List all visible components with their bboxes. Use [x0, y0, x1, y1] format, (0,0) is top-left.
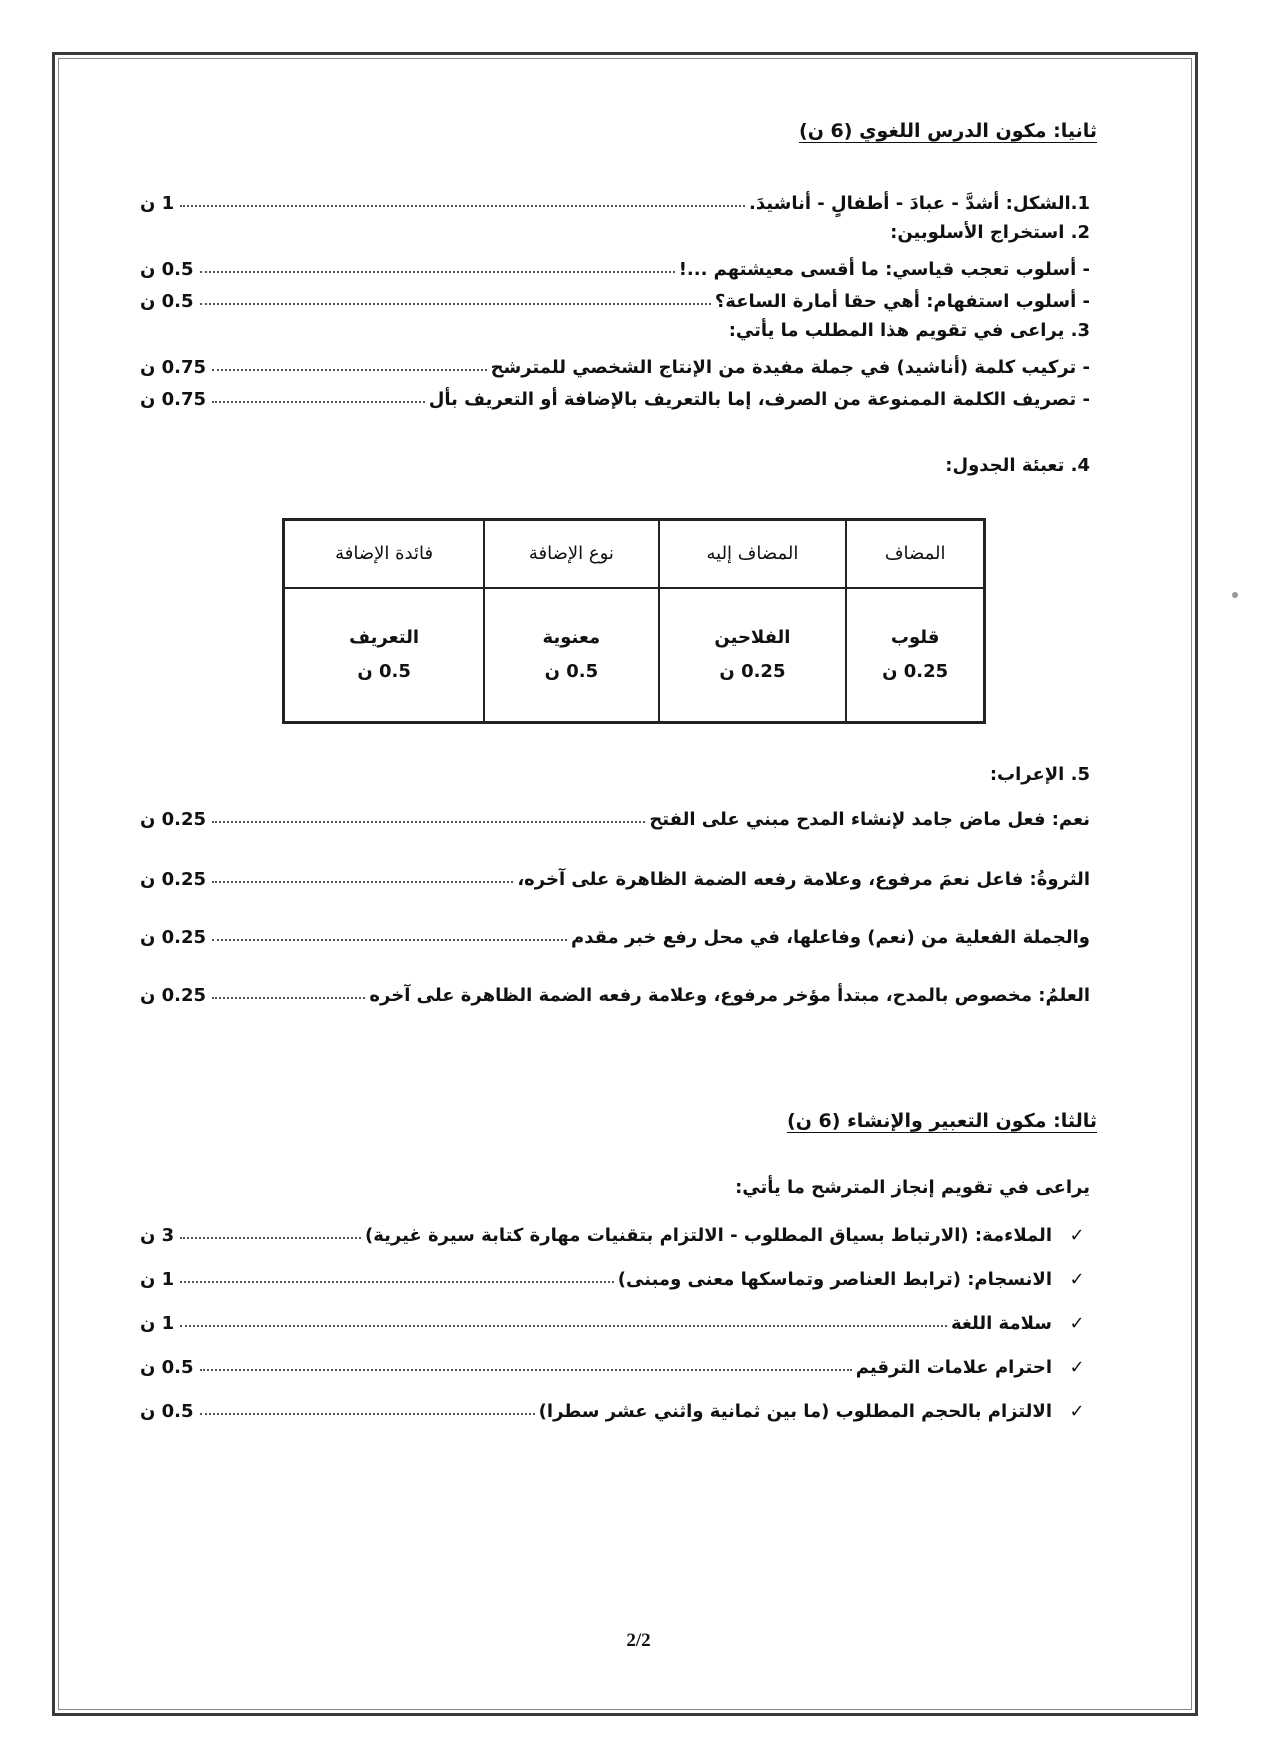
cell-score: 0.5 ن [357, 661, 411, 682]
q2-item-score: 0.5 ن [140, 291, 194, 312]
dotted-leader [180, 1281, 614, 1283]
q2-item-text: - أسلوب استفهام: أهي حقا أمارة الساعة؟ [714, 291, 1090, 312]
q5-item-score: 0.25 ن [140, 927, 207, 948]
q2-item [140, 278, 1090, 312]
cell-score: 0.25 ن [719, 661, 786, 682]
table-cell [846, 588, 984, 723]
q5-item-score: 0.25 ن [140, 869, 207, 890]
criteria-item [140, 1300, 1090, 1334]
q5-item-text: الثروةُ: فاعل نعمَ مرفوع، وعلامة رفعه الضمة الظاهرة على آخره، [517, 869, 1090, 890]
q2-item-score: 0.5 ن [140, 259, 194, 280]
table-cell [659, 588, 847, 723]
dotted-leader [200, 271, 675, 273]
cell-score: 0.5 ن [544, 661, 599, 682]
criteria-score: 1 ن [140, 1269, 175, 1290]
q2-title: 2. استخراج الأسلوبين: [890, 222, 1090, 243]
dotted-leader [200, 1413, 535, 1415]
q5-item-text: والجملة الفعلية من (نعم) وفاعلها، في محل رفع خبر مقدم [571, 927, 1090, 948]
cell-value: التعريف [349, 627, 420, 648]
q5-item-text: نعم: فعل ماض جامد لإنشاء المدح مبني على الفتح [649, 809, 1090, 830]
q3-item [140, 344, 1090, 378]
q5-title: 5. الإعراب: [989, 764, 1090, 785]
criteria-score: 0.5 ن [140, 1357, 194, 1378]
page-number: 2/2 [626, 1630, 651, 1651]
cell-value: الفلاحين [714, 627, 791, 648]
dotted-leader [212, 881, 513, 883]
checkmark-icon: ✓ [1069, 1401, 1085, 1422]
cell-value: قلوب [890, 627, 940, 648]
q4-title: 4. تعبئة الجدول: [945, 455, 1090, 476]
q1-text: 1.الشكل: أشدَّ - عبادَ - أطفالٍ - أناشيدَ. [749, 193, 1090, 214]
q1-row [140, 180, 1090, 214]
q2-item [140, 246, 1090, 280]
table-cell [484, 588, 658, 723]
table-row [284, 588, 985, 723]
checkmark-icon: ✓ [1069, 1225, 1085, 1246]
q5-item [140, 856, 1090, 890]
q3-item-text: - تركيب كلمة (أناشيد) في جملة مفيدة من الإنتاج الشخصي للمترشح [490, 357, 1090, 378]
q5-item [140, 914, 1090, 948]
dotted-leader [200, 1369, 852, 1371]
section2-title: ثانيا: مكون الدرس اللغوي (6 ن) [799, 120, 1097, 142]
dotted-leader [180, 205, 745, 207]
criteria-score: 3 ن [140, 1225, 175, 1246]
q3-item-score: 0.75 ن [140, 389, 207, 410]
idafa-table [282, 518, 986, 724]
table-header: فائدة الإضافة [284, 520, 485, 589]
section3-title: ثالثا: مكون التعبير والإنشاء (6 ن) [787, 1110, 1097, 1132]
criteria-text: الملاءمة: (الارتباط بسياق المطلوب - الالتزام بتقنيات مهارة كتابة سيرة غيرية) [365, 1225, 1052, 1246]
cell-value: معنوية [542, 627, 601, 648]
q3-item-score: 0.75 ن [140, 357, 207, 378]
criteria-item [140, 1344, 1090, 1378]
checkmark-icon: ✓ [1069, 1357, 1085, 1378]
q1-score: 1 ن [140, 193, 175, 214]
dotted-leader [212, 997, 365, 999]
criteria-item [140, 1256, 1090, 1290]
table-header-row [284, 520, 985, 589]
criteria-text: الانسجام: (ترابط العناصر وتماسكها معنى ومبنى) [617, 1269, 1052, 1290]
scan-speck [1232, 592, 1238, 598]
dotted-leader [212, 821, 645, 823]
q3-item-text: - تصريف الكلمة الممنوعة من الصرف، إما بالتعريف بالإضافة أو التعريف بأل [428, 389, 1090, 410]
dotted-leader [180, 1237, 361, 1239]
dotted-leader [212, 369, 487, 371]
q5-item [140, 972, 1090, 1006]
q3-item [140, 376, 1090, 410]
cell-score: 0.25 ن [882, 661, 949, 682]
dotted-leader [200, 303, 711, 305]
q5-item-score: 0.25 ن [140, 809, 207, 830]
q2-item-text: - أسلوب تعجب قياسي: ما أقسى معيشتهم ...! [678, 259, 1090, 280]
table-header: نوع الإضافة [484, 520, 658, 589]
dotted-leader [212, 939, 567, 941]
criteria-text: سلامة اللغة [950, 1313, 1052, 1334]
criteria-item [140, 1212, 1090, 1246]
criteria-item [140, 1388, 1090, 1422]
section3-intro: يراعى في تقويم إنجاز المترشح ما يأتي: [735, 1177, 1090, 1198]
dotted-leader [212, 401, 425, 403]
checkmark-icon: ✓ [1069, 1313, 1085, 1334]
criteria-text: احترام علامات الترقيم [855, 1357, 1052, 1378]
q3-title: 3. يراعى في تقويم هذا المطلب ما يأتي: [728, 320, 1090, 341]
criteria-text: الالتزام بالحجم المطلوب (ما بين ثمانية واثني عشر سطرا) [538, 1401, 1052, 1422]
criteria-score: 1 ن [140, 1313, 175, 1334]
q5-item-score: 0.25 ن [140, 985, 207, 1006]
table-cell [284, 588, 485, 723]
table-header: المضاف [846, 520, 984, 589]
table-header: المضاف إليه [659, 520, 847, 589]
criteria-score: 0.5 ن [140, 1401, 194, 1422]
checkmark-icon: ✓ [1069, 1269, 1085, 1290]
q5-item [140, 796, 1090, 830]
dotted-leader [180, 1325, 947, 1327]
q5-item-text: العلمُ: مخصوص بالمدح، مبتدأ مؤخر مرفوع، وعلامة رفعه الضمة الظاهرة على آخره [369, 985, 1090, 1006]
